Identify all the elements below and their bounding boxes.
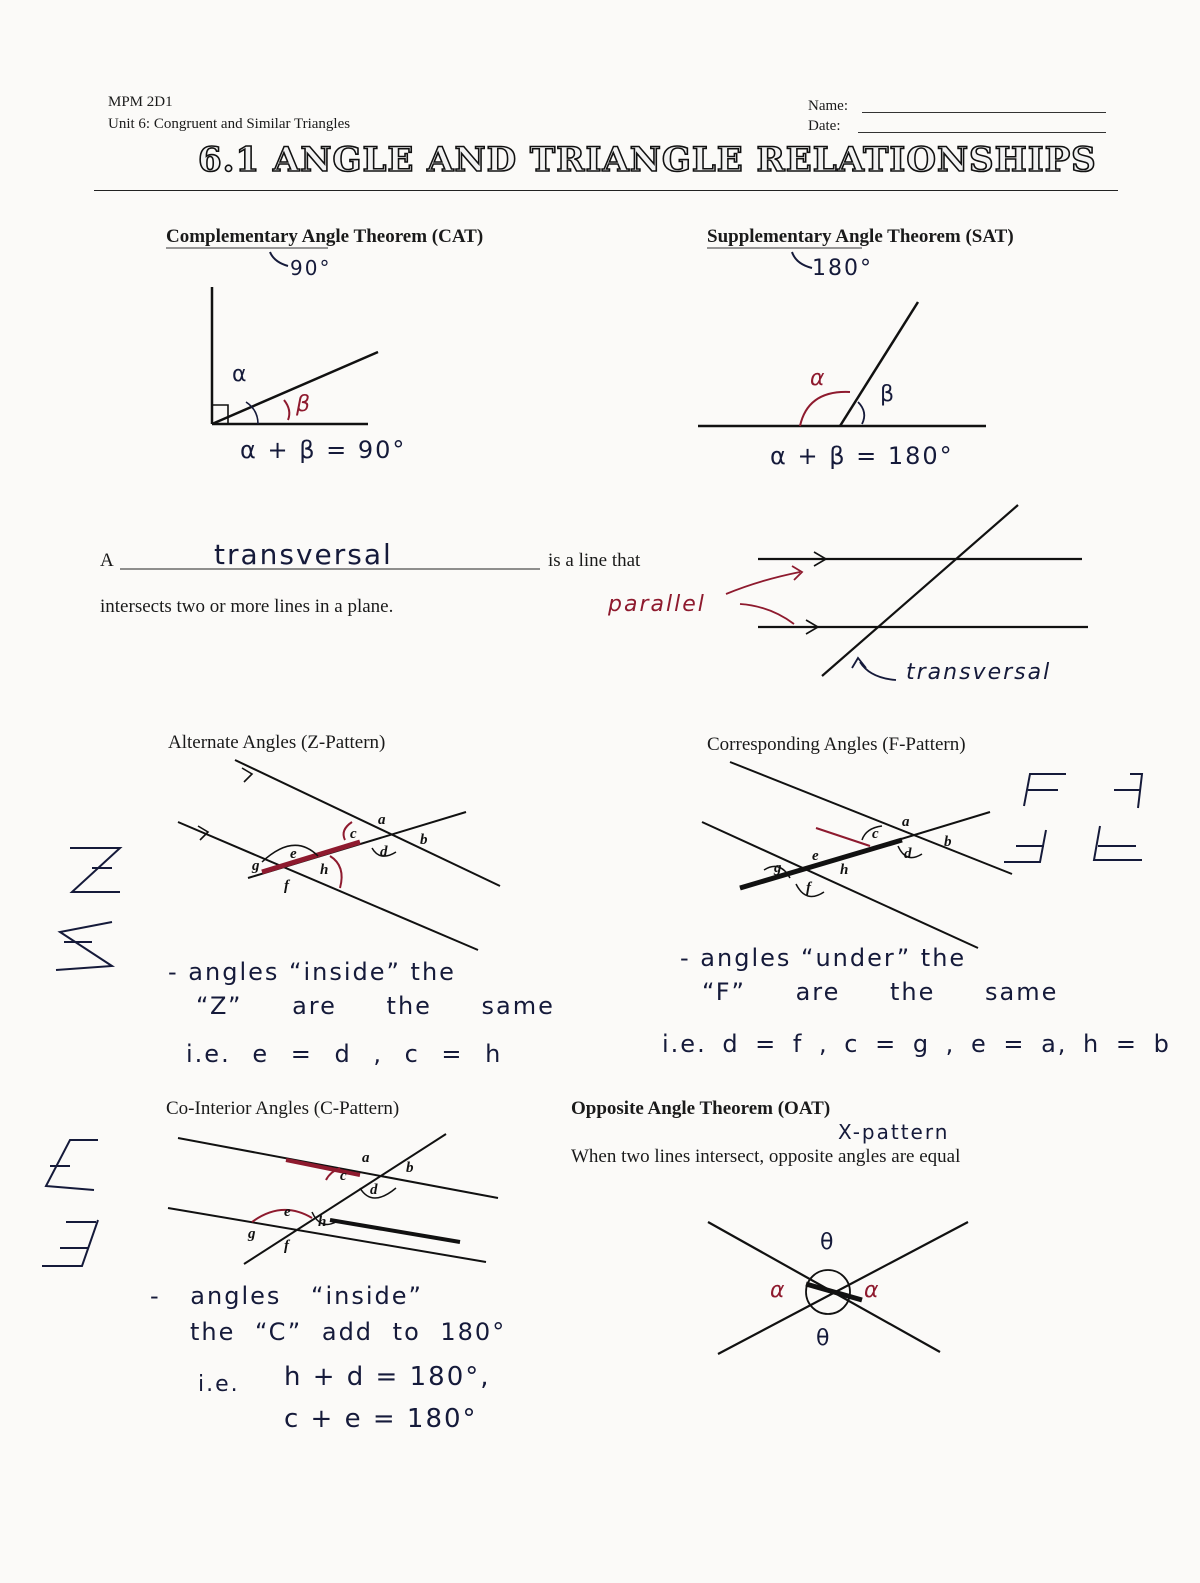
oat-description: When two lines intersect, opposite angles are equal [571, 1146, 961, 1167]
corr-label-f: f [806, 880, 811, 896]
cat-equation: α + β = 90° [240, 436, 407, 464]
page-title: 6.1 ANGLE AND TRIANGLE RELATIONSHIPS [198, 140, 1097, 180]
alternate-note2: “Z” are the same [196, 992, 555, 1020]
alt-label-g: g [252, 858, 260, 874]
oat-note: X-pattern [838, 1120, 950, 1144]
ci-label-d: d [370, 1182, 378, 1198]
sat-note: 180° [812, 256, 873, 281]
transversal-answer: transversal [214, 538, 393, 571]
alt-label-c: c [350, 826, 357, 842]
alt-label-h: h [320, 862, 329, 878]
sat-alpha: α [810, 366, 827, 391]
sat-hook [792, 252, 812, 268]
alternate-note1: - angles “inside” the [168, 958, 456, 986]
ci-label-h: h [318, 1214, 327, 1230]
sat-beta: β [880, 382, 897, 407]
cointerior-note2: the “C” add to 180° [190, 1318, 507, 1346]
cat-beta: β [296, 392, 313, 417]
ci-label-b: b [406, 1160, 414, 1176]
unit-title: Unit 6: Congruent and Similar Triangles [108, 116, 351, 132]
corr-label-g: g [774, 860, 782, 876]
ci-label-f: f [284, 1238, 289, 1254]
course-code: MPM 2D1 [108, 94, 173, 110]
alt-label-b: b [420, 832, 428, 848]
corr-label-e: e [812, 848, 819, 864]
name-label: Name: [808, 98, 848, 114]
ci-label-c: c [340, 1168, 347, 1184]
c-sketches [42, 1140, 98, 1266]
cointerior-note1: - angles “inside” [150, 1282, 423, 1310]
alternate-diagram [178, 760, 500, 950]
ci-label-g: g [248, 1226, 256, 1242]
corr-label-h: h [840, 862, 849, 878]
corresponding-note1: - angles “under” the [680, 944, 967, 972]
cat-alpha: α [232, 362, 249, 387]
ci-label-a: a [362, 1150, 370, 1166]
z-sketches [56, 848, 120, 970]
alternate-heading: Alternate Angles (Z-Pattern) [168, 732, 386, 753]
oat-heading: Opposite Angle Theorem (OAT) [571, 1098, 831, 1119]
sat-heading: Supplementary Angle Theorem (SAT) [707, 226, 1014, 247]
alternate-example: i.e. e = d , c = h [186, 1040, 503, 1068]
parallel-note: parallel [608, 592, 706, 617]
cointerior-heading: Co-Interior Angles (C-Pattern) [166, 1098, 400, 1119]
transversal-note: transversal [906, 660, 1052, 685]
corresponding-example: i.e. d = f , c = g , e = a, h = b [662, 1030, 1171, 1058]
f-sketches [1004, 774, 1142, 862]
oat-alpha-left: α [770, 1278, 787, 1303]
corr-label-c: c [872, 826, 879, 842]
ci-label-e: e [284, 1204, 291, 1220]
corr-label-d: d [904, 846, 912, 862]
sat-equation: α + β = 180° [770, 442, 954, 470]
corresponding-heading: Corresponding Angles (F-Pattern) [707, 734, 966, 755]
oat-theta-bottom: θ [816, 1326, 832, 1351]
alt-label-d: d [380, 844, 388, 860]
cointerior-example1: h + d = 180°, [284, 1362, 491, 1392]
corr-label-a: a [902, 814, 910, 830]
transversal-suffix: is a line that [548, 550, 641, 571]
alt-label-a: a [378, 812, 386, 828]
corr-label-b: b [944, 834, 952, 850]
alt-label-f: f [284, 878, 289, 894]
cat-hook [270, 252, 288, 266]
date-label: Date: [808, 118, 841, 134]
cat-diagram [212, 287, 378, 424]
cat-heading: Complementary Angle Theorem (CAT) [166, 226, 484, 247]
transversal-prefix: A [100, 550, 114, 571]
oat-alpha-right: α [864, 1278, 881, 1303]
corresponding-diagram [702, 762, 1012, 948]
oat-theta-top: θ [820, 1230, 836, 1255]
cat-note: 90° [290, 256, 332, 280]
corresponding-note2: “F” are the same [702, 978, 1059, 1006]
transversal-diagram [726, 505, 1088, 680]
alt-label-e: e [290, 846, 297, 862]
cointerior-example2: c + e = 180° [284, 1404, 478, 1434]
transversal-line2: intersects two or more lines in a plane. [100, 596, 394, 617]
cointerior-example-label: i.e. [198, 1372, 240, 1397]
oat-diagram [708, 1222, 968, 1354]
sat-diagram [698, 302, 986, 426]
cointerior-diagram [168, 1134, 498, 1264]
